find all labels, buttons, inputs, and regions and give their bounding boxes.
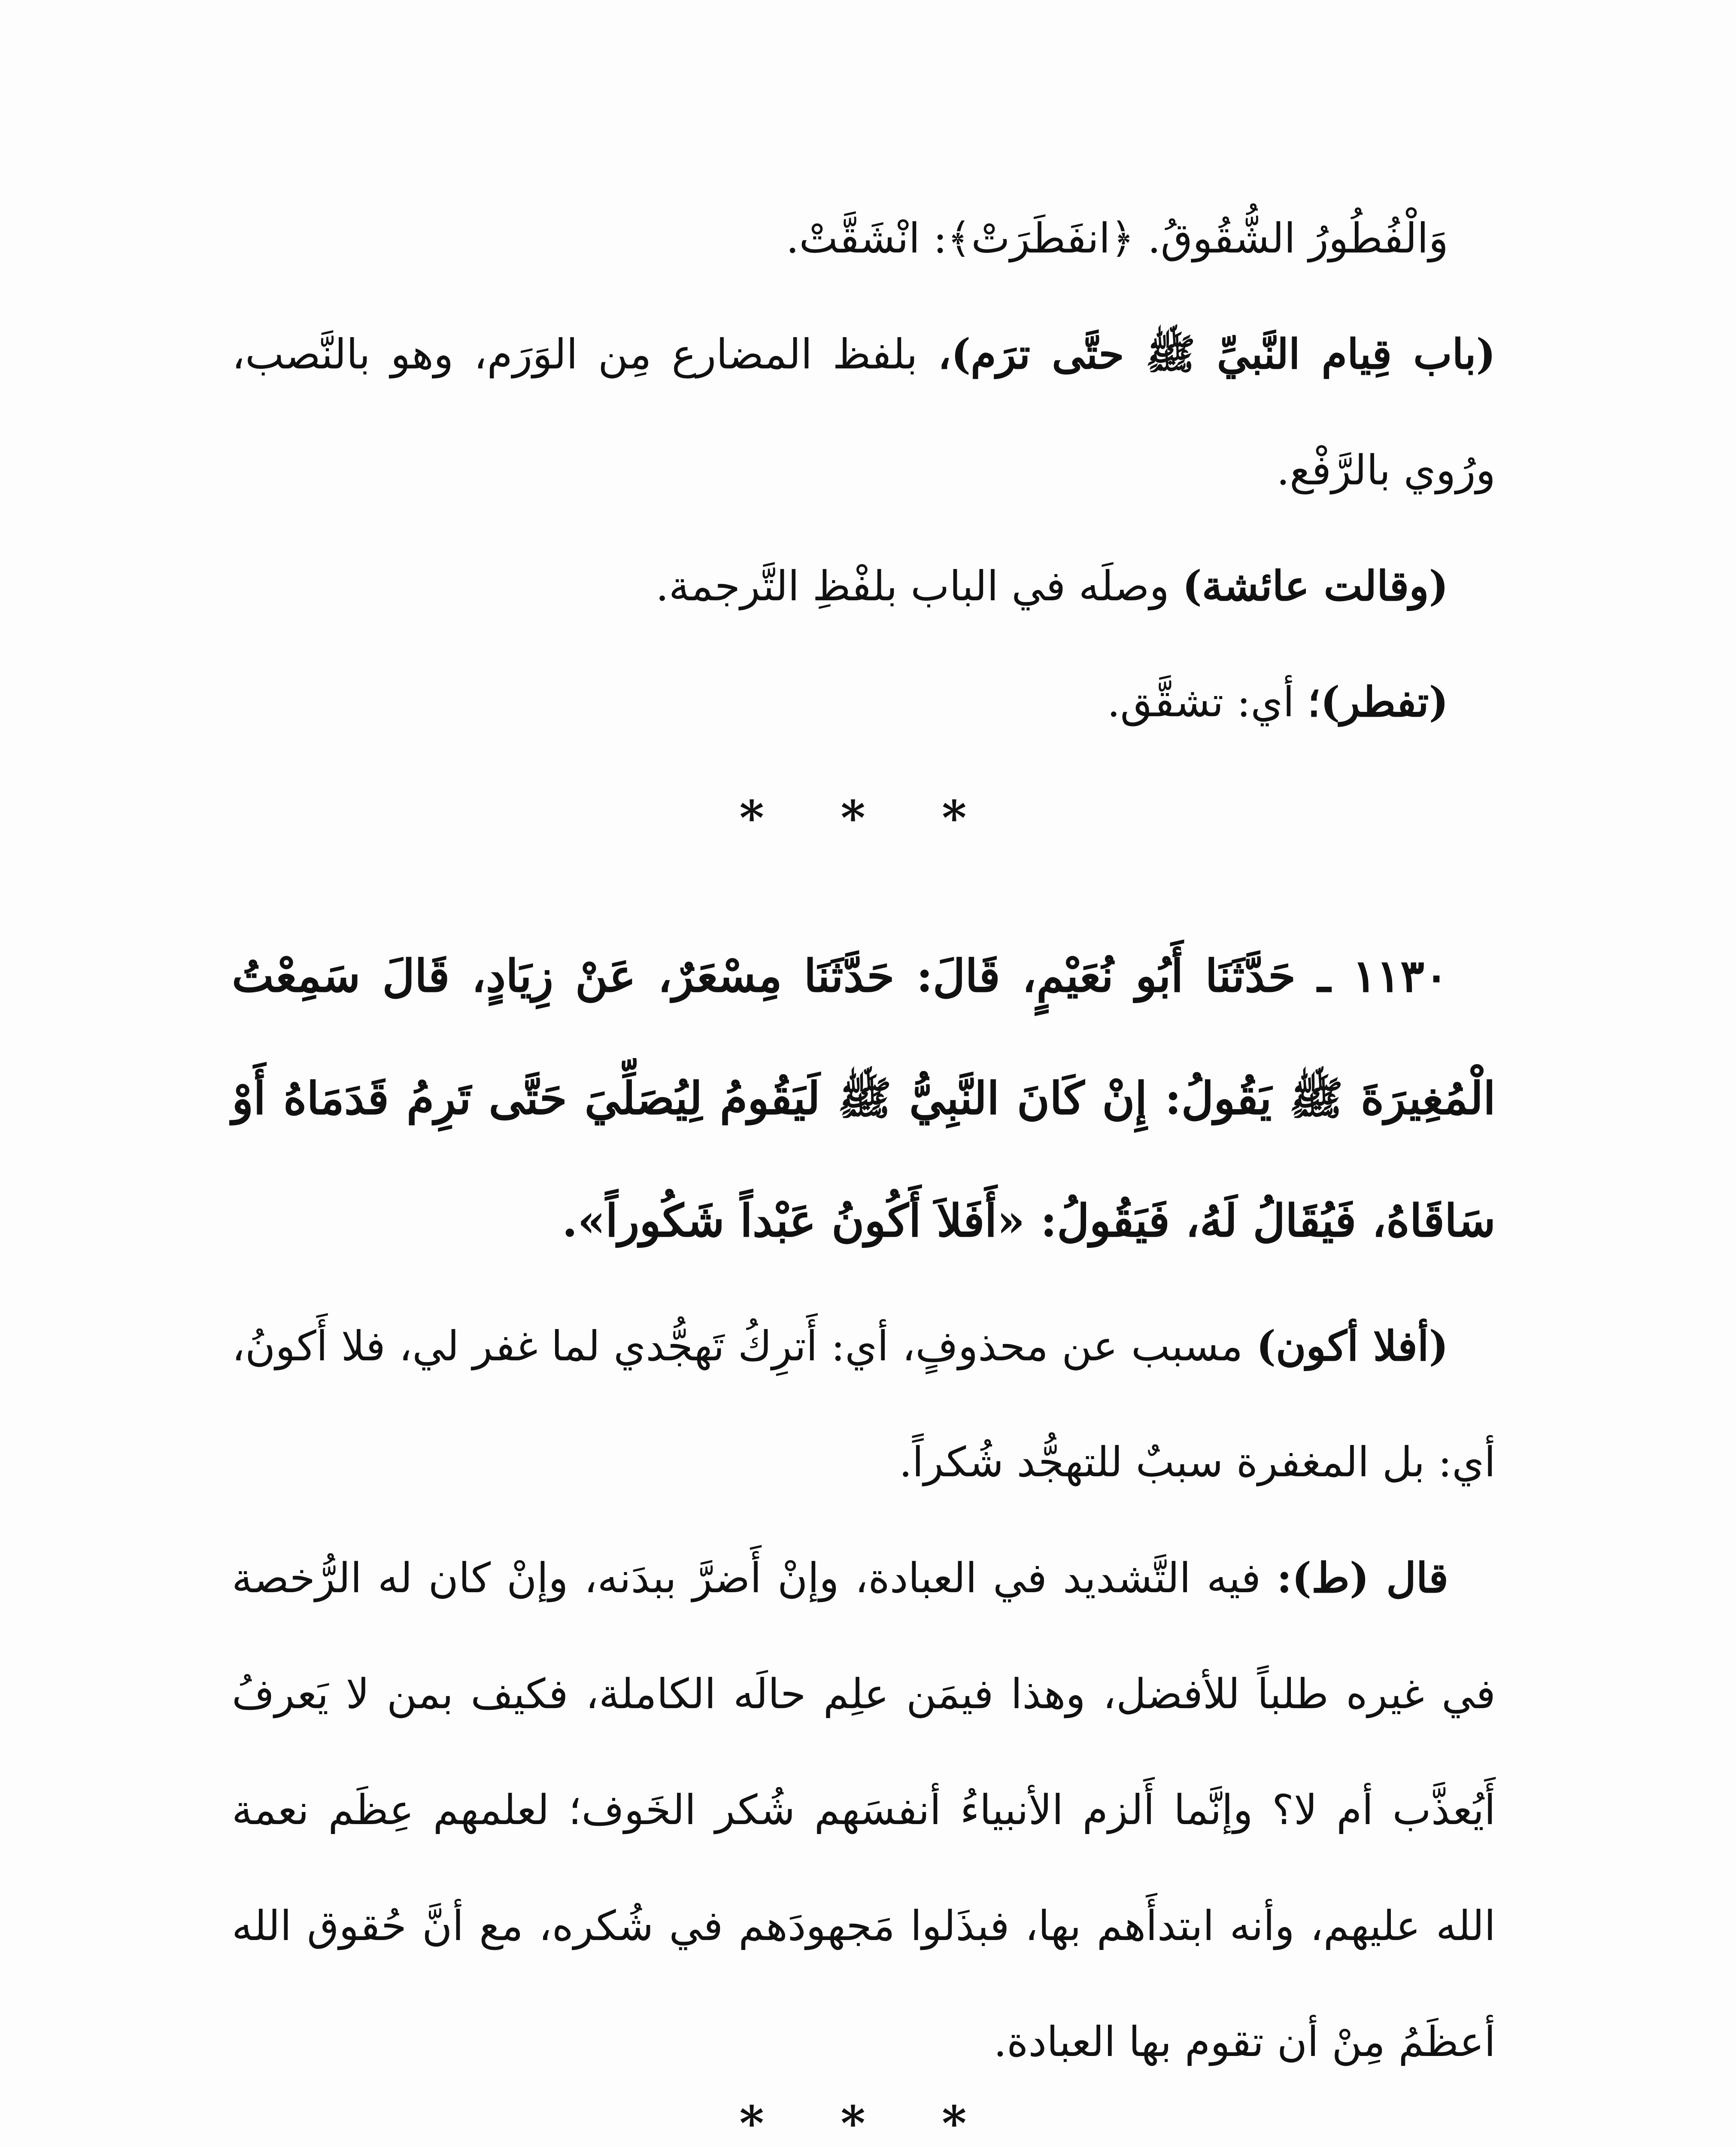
afala-explanation: مسبب عن محذوفٍ، أي: أَترِكُ تَهجُّدي لما غفر لي، فلا أَكونُ، أي: بل المغفرة سببٌ للتهجُّد شُكراً. xyxy=(232,1322,1496,1486)
afala-heading: (أفلا أكون) xyxy=(1256,1322,1449,1370)
commentary-line-1: وَالْفُطُورُ الشُّقُوقُ. ﴿انفَطَرَتْ﴾: انْشَقَّتْ. xyxy=(786,214,1448,262)
tafattar-heading: (تفطر)؛ xyxy=(1307,678,1448,726)
commentary-paragraph-4 xyxy=(232,644,1496,760)
aisha-heading: (وقالت عائشة) xyxy=(1182,562,1448,610)
section-separator-2: * * * xyxy=(739,2095,997,2147)
section-separator-1: * * * xyxy=(739,790,997,845)
commentary-block-bottom xyxy=(232,1288,1496,2100)
commentary-paragraph-afala xyxy=(232,1288,1496,1520)
qala-ta-heading: قال (ط): xyxy=(1277,1554,1449,1602)
commentary-paragraph-2 xyxy=(232,296,1496,528)
aisha-explanation: وصلَه في الباب بلفْظِ التَّرجمة. xyxy=(656,562,1183,610)
commentary-paragraph-qala-ta xyxy=(232,1520,1496,2100)
bab-explanation: بلفظ المضارع مِن الوَرَم، وهو بالنَّصب، ورُوي بالرَّفْع. xyxy=(232,330,1496,494)
commentary-block-top xyxy=(232,180,1496,760)
tafattar-explanation: أي: تشقَّق. xyxy=(1107,678,1308,726)
hadith-text: ١١٣٠ ـ حَدَّثَنَا أَبُو نُعَيْمٍ، قَالَ: حَدَّثَنَا مِسْعَرٌ، عَنْ زِيَادٍ، قَالَ سَمِعْتُ الْمُغِيرَةَ ﷺ يَقُولُ: إِنْ كَانَ النَّبِيُّ ﷺ لَيَقُومُ لِيُصَلِّيَ حَتَّى تَرِمُ قَدَمَاهُ أَوْ سَاقَاهُ، فَيُقَالُ لَهُ، فَيَقُولُ: «أَفَلاَ أَكُونُ عَبْداً شَكُوراً». xyxy=(232,949,1496,1247)
qala-ta-explanation: فيه التَّشديد في العبادة، وإنْ أَضرَّ ببدَنه، وإنْ كان له الرُّخصة في غيره طلباً للأفضل، وهذا فيمَن علِم حالَه الكاملة، فكيف بمن لا يَعرفُ أَيُعذَّب أم لا؟ وإنَّما أَلزم الأنبياءُ أنفسَهم شُكر الخَوف؛ لعلمهم عِظَم نعمة الله عليهم، وأنه ابتدأَهم بها، فبذَلوا مَجهودَهم في شُكره، مع أنَّ حُقوق الله أعظَمُ مِنْ أن تقوم بها العبادة. xyxy=(232,1554,1496,2066)
hadith-block xyxy=(232,915,1496,1282)
bab-heading: (باب قِيام النَّبيِّ ﷺ حتَّى ترَم)، xyxy=(938,330,1496,378)
commentary-paragraph-3 xyxy=(232,528,1496,644)
